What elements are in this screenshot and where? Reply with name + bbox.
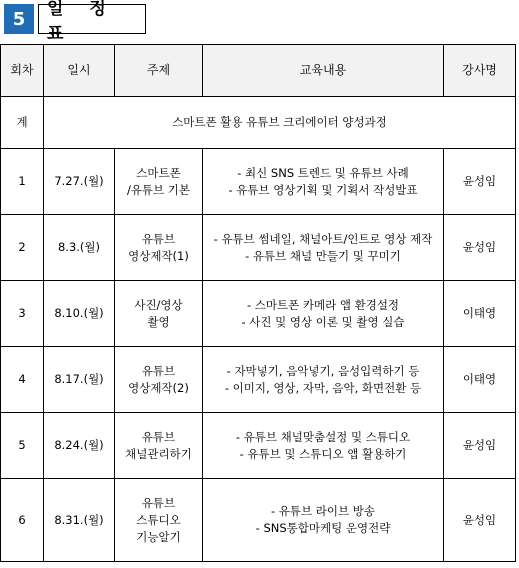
topic-line: 영상제작(1) <box>128 248 189 263</box>
schedule-table <box>0 44 516 562</box>
topic-cell <box>115 149 203 215</box>
round-cell: 6 <box>1 479 44 562</box>
content-line: - 자막넣기, 음악넣기, 음성입력하기 등 <box>226 363 420 378</box>
content-cell <box>203 479 444 562</box>
content-line: - 유튜브 채널 만들기 및 꾸미기 <box>245 248 401 263</box>
topic-line: 유튜브 <box>141 429 176 444</box>
table-row <box>1 413 516 479</box>
topic-line: 스마트폰 <box>136 165 181 180</box>
table-row <box>1 215 516 281</box>
date-cell: 8.17.(월) <box>44 347 115 413</box>
topic-cell <box>115 215 203 281</box>
header-content: 교육내용 <box>203 45 444 97</box>
content-line: - 유튜브 썸네일, 채널아트/인트로 영상 제작 <box>213 231 433 246</box>
table-row <box>1 347 516 413</box>
content-cell <box>203 347 444 413</box>
instructor-cell: 이태영 <box>444 281 516 347</box>
round-cell: 5 <box>1 413 44 479</box>
content-line: - 이미지, 영상, 자막, 음악, 화면전환 등 <box>224 380 422 395</box>
round-cell: 4 <box>1 347 44 413</box>
content-line: - 유튜브 채널맞춤설정 및 스튜디오 <box>235 429 411 444</box>
header-instructor: 강사명 <box>444 45 516 97</box>
topic-line: 기능알기 <box>136 529 181 544</box>
content-cell <box>203 413 444 479</box>
instructor-cell: 윤성임 <box>444 215 516 281</box>
round-cell: 3 <box>1 281 44 347</box>
table-row <box>1 281 516 347</box>
content-line: - 유튜브 영상기획 및 기획서 작성발표 <box>228 182 418 197</box>
section-heading <box>4 0 146 44</box>
topic-cell <box>115 413 203 479</box>
content-cell <box>203 149 444 215</box>
topic-cell <box>115 281 203 347</box>
content-cell <box>203 281 444 347</box>
header-row <box>1 45 516 97</box>
topic-line: 스튜디오 <box>136 512 181 527</box>
topic-line: 유튜브 <box>141 363 176 378</box>
section-title: 일 정 표 <box>38 4 146 34</box>
topic-line: 채널관리하기 <box>125 446 192 461</box>
content-line: - 최신 SNS 트렌드 및 유튜브 사례 <box>237 165 409 180</box>
content-line: - 유튜브 및 스튜디오 앱 활용하기 <box>239 446 407 461</box>
topic-line: 유튜브 <box>141 231 176 246</box>
total-label: 계 <box>1 97 44 149</box>
header-topic: 주제 <box>115 45 203 97</box>
date-cell: 8.10.(월) <box>44 281 115 347</box>
topic-line: 사진/영상 <box>134 297 183 312</box>
course-name: 스마트폰 활용 유튜브 크리에이터 양성과정 <box>44 97 516 149</box>
date-cell: 8.24.(월) <box>44 413 115 479</box>
header-date: 일시 <box>44 45 115 97</box>
instructor-cell: 이태영 <box>444 347 516 413</box>
content-line: - SNS통합마케팅 운영전략 <box>255 521 391 535</box>
total-row <box>1 97 516 149</box>
topic-line: 영상제작(2) <box>128 380 189 395</box>
topic-line: 유튜브 <box>141 495 176 510</box>
topic-line: 촬영 <box>147 314 170 329</box>
content-cell <box>203 215 444 281</box>
table-row <box>1 479 516 562</box>
date-cell: 8.3.(월) <box>44 215 115 281</box>
content-line: - 유튜브 라이브 방송 <box>271 504 375 518</box>
topic-line: /유튜브 기본 <box>126 182 191 197</box>
round-cell: 1 <box>1 149 44 215</box>
topic-cell <box>115 347 203 413</box>
header-round: 회차 <box>1 45 44 97</box>
section-number-badge: 5 <box>4 4 34 34</box>
instructor-cell: 윤성임 <box>444 413 516 479</box>
date-cell: 8.31.(월) <box>44 479 115 562</box>
instructor-cell: 윤성임 <box>444 479 516 562</box>
instructor-cell: 윤성임 <box>444 149 516 215</box>
content-line: - 스마트폰 카메라 앱 환경설정 <box>246 297 400 312</box>
round-cell: 2 <box>1 215 44 281</box>
table-row <box>1 149 516 215</box>
content-line: - 사진 및 영상 이론 및 촬영 실습 <box>241 314 405 329</box>
topic-cell <box>115 479 203 562</box>
date-cell: 7.27.(월) <box>44 149 115 215</box>
